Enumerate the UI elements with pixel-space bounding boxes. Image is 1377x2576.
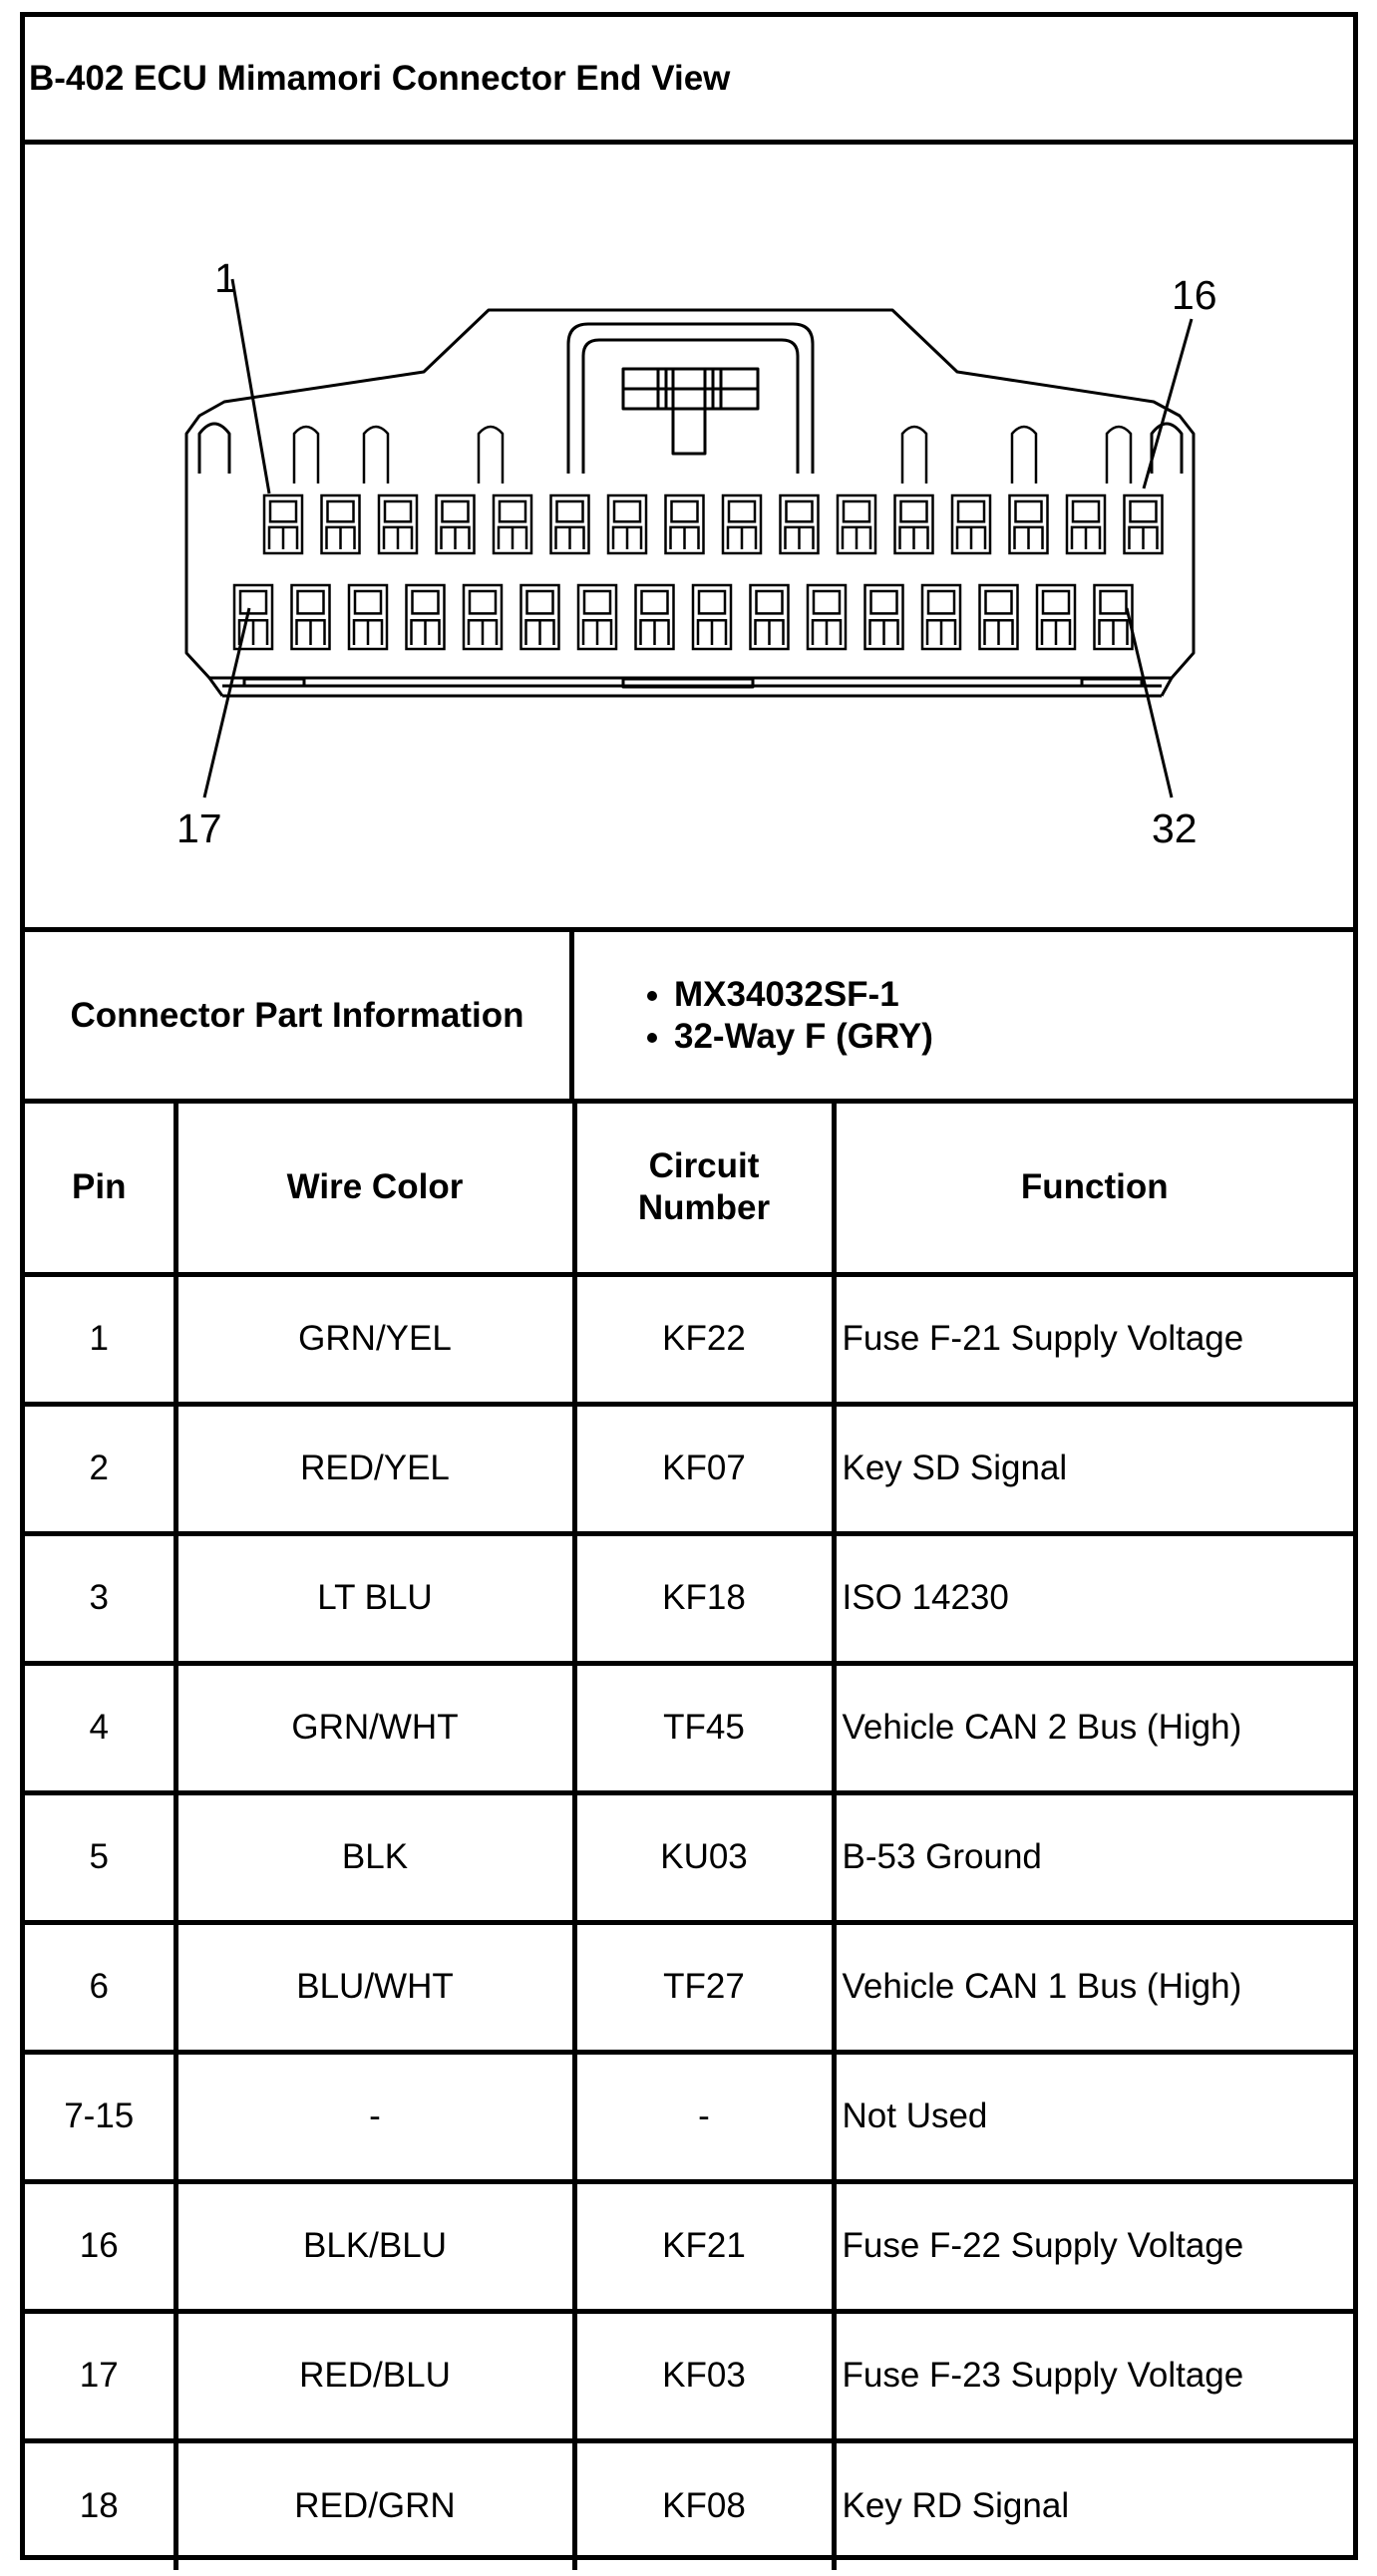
header-circuit-line1: Circuit [648, 1146, 760, 1186]
connector-cavity-bottom [464, 585, 502, 649]
table-row [25, 1922, 1353, 2052]
connector-cavity-bottom [407, 585, 445, 649]
header-function: Function [834, 1104, 1353, 1274]
connector-rib [1012, 427, 1036, 483]
connector-info-label: Connector Part Information [25, 932, 574, 1099]
connector-cavity-top [322, 495, 360, 553]
cell-wire-color: BLK [175, 1792, 574, 1922]
pinout-table [25, 1104, 1353, 2570]
connector-cavity-top [264, 495, 302, 553]
cell-wire-color: RED/BLU [175, 2311, 574, 2440]
connector-cavity-top [952, 495, 990, 553]
cell-wire-color: GRN/WHT [175, 1663, 574, 1792]
pin-label-16: 16 [1172, 272, 1217, 318]
cell-function: B-53 Ground [834, 1792, 1353, 1922]
connector-cavity-bottom [234, 585, 272, 649]
connector-rib [294, 427, 318, 483]
cell-circuit: KF21 [574, 2181, 834, 2311]
cell-wire-color: RED/GRN [175, 2440, 574, 2570]
connector-sheet [20, 12, 1358, 2560]
cell-pin: 1 [25, 1274, 175, 1404]
cell-wire-color: RED/YEL [175, 1404, 574, 1533]
connector-cavity-top [437, 495, 475, 553]
connector-cavity-bottom [922, 585, 960, 649]
connector-cavity-top [551, 495, 589, 553]
connector-cavity-top [666, 495, 704, 553]
cell-function: Key SD Signal [834, 1404, 1353, 1533]
connector-cavity-bottom [292, 585, 330, 649]
table-row [25, 1274, 1353, 1404]
cell-pin: 7-15 [25, 2052, 175, 2181]
connector-cavity-bottom [751, 585, 789, 649]
connector-cavity-bottom [980, 585, 1018, 649]
connector-rib [1107, 427, 1131, 483]
connector-rib [479, 427, 503, 483]
leader-line-pin-32 [1127, 608, 1172, 798]
cell-function: Not Used [834, 2052, 1353, 2181]
connector-cavity-top [723, 495, 761, 553]
connector-cavity-bottom [1037, 585, 1075, 649]
cell-pin: 4 [25, 1663, 175, 1792]
title-row [25, 17, 1353, 145]
cell-pin: 16 [25, 2181, 175, 2311]
connector-latch [568, 324, 813, 474]
leader-line-pin-17 [204, 608, 249, 798]
cell-wire-color: GRN/YEL [175, 1274, 574, 1404]
connector-cavity-bottom [1095, 585, 1133, 649]
connector-cavity-top [1067, 495, 1105, 553]
connector-info-value [574, 932, 1353, 1099]
table-row [25, 1533, 1353, 1663]
cell-wire-color: - [175, 2052, 574, 2181]
connector-cavity-bottom [349, 585, 387, 649]
connector-cavity-bottom [808, 585, 846, 649]
connector-info-list [574, 974, 933, 1058]
table-header-row [25, 1104, 1353, 1274]
connector-cavity-top [608, 495, 646, 553]
header-wire-color: Wire Color [175, 1104, 574, 1274]
header-circuit-number [574, 1104, 834, 1274]
connector-cavity-bottom [865, 585, 903, 649]
connector-cavity-top [1125, 495, 1163, 553]
connector-cavity-top [494, 495, 531, 553]
connector-cavity-top [379, 495, 417, 553]
table-row [25, 1663, 1353, 1792]
connector-cavity-bottom [693, 585, 731, 649]
cell-circuit: KF03 [574, 2311, 834, 2440]
table-row [25, 2181, 1353, 2311]
connector-cavity-top [895, 495, 933, 553]
cell-wire-color: BLK/BLU [175, 2181, 574, 2311]
cell-function: ISO 14230 [834, 1533, 1353, 1663]
connector-cavity-bottom [578, 585, 616, 649]
connector-diagram-row [25, 145, 1353, 932]
cell-function: Fuse F-22 Supply Voltage [834, 2181, 1353, 2311]
cell-pin: 17 [25, 2311, 175, 2440]
cell-pin: 5 [25, 1792, 175, 1922]
cell-circuit: KU03 [574, 1792, 834, 1922]
connector-cavity-top [838, 495, 875, 553]
cell-circuit: - [574, 2052, 834, 2181]
cell-function: Vehicle CAN 1 Bus (High) [834, 1922, 1353, 2052]
cell-function: Fuse F-23 Supply Voltage [834, 2311, 1353, 2440]
cell-pin: 18 [25, 2440, 175, 2570]
connector-info-row [25, 932, 1353, 1104]
connector-cavity-bottom [636, 585, 674, 649]
cell-circuit: KF22 [574, 1274, 834, 1404]
cell-function: Key RD Signal [834, 2440, 1353, 2570]
cell-wire-color: BLU/WHT [175, 1922, 574, 2052]
table-row [25, 2440, 1353, 2570]
cell-circuit: KF07 [574, 1404, 834, 1533]
cell-function: Vehicle CAN 2 Bus (High) [834, 1663, 1353, 1792]
connector-rib [364, 427, 388, 483]
table-row [25, 2311, 1353, 2440]
table-row [25, 2052, 1353, 2181]
cell-circuit: TF45 [574, 1663, 834, 1792]
cell-pin: 6 [25, 1922, 175, 2052]
leader-line-pin-16 [1144, 319, 1192, 488]
header-pin: Pin [25, 1104, 175, 1274]
connector-cavity-top [1010, 495, 1048, 553]
pin-label-1: 1 [214, 255, 237, 301]
connector-part-number: • MX34032SF-1 [674, 974, 933, 1016]
connector-cavity-top [781, 495, 819, 553]
leader-line-pin-1 [232, 279, 269, 493]
cell-pin: 2 [25, 1404, 175, 1533]
pin-label-17: 17 [176, 805, 222, 851]
cell-pin: 3 [25, 1533, 175, 1663]
page-title: B-402 ECU Mimamori Connector End View [29, 58, 731, 98]
connector-type: • 32-Way F (GRY) [674, 1016, 933, 1058]
cell-circuit: TF27 [574, 1922, 834, 2052]
pin-label-32: 32 [1152, 805, 1198, 851]
connector-end-view-diagram [25, 145, 1353, 927]
connector-rib [902, 427, 926, 483]
cell-circuit: KF18 [574, 1533, 834, 1663]
cell-function: Fuse F-21 Supply Voltage [834, 1274, 1353, 1404]
table-row [25, 1792, 1353, 1922]
cell-circuit: KF08 [574, 2440, 834, 2570]
table-row [25, 1404, 1353, 1533]
cell-wire-color: LT BLU [175, 1533, 574, 1663]
connector-cavity-bottom [521, 585, 559, 649]
header-circuit-line2: Number [637, 1188, 771, 1228]
